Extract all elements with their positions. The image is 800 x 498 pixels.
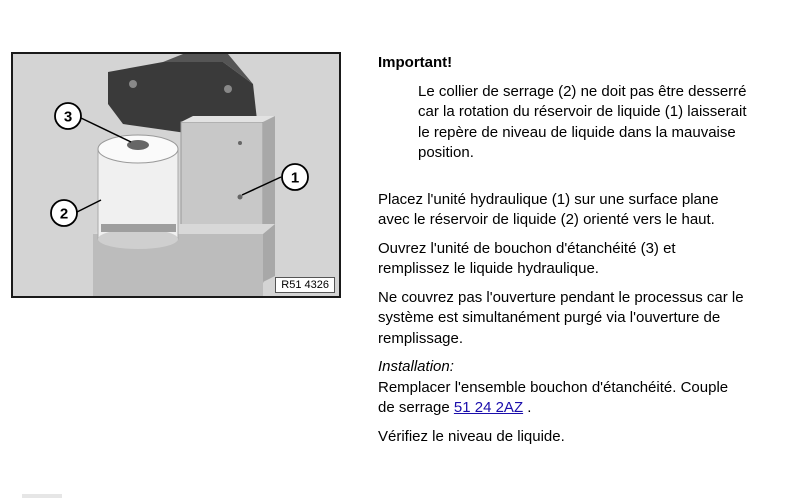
installation-line: Remplacer l'ensemble bouchon d'étanchéité. Couple [378, 378, 729, 396]
paragraph-line: Ne couvrez pas l'ouverture pendant le processus car le [378, 288, 744, 306]
callout-2-label: 2 [59, 205, 69, 223]
step-open-cap [378, 239, 788, 280]
installation-label: Installation: [378, 358, 454, 375]
callout-1-label: 1 [290, 169, 300, 187]
page-edge-marker [22, 494, 62, 498]
paragraph-line: remplissage. [378, 329, 464, 347]
important-line: le repère de niveau de liquide dans la mauvaise [418, 123, 736, 141]
torque-spec-link[interactable]: 51 24 2AZ [453, 399, 524, 416]
paragraph-line: système est simultanément purgé via l'ouverture de [378, 309, 721, 326]
important-heading: Important! [378, 54, 453, 71]
paragraph-line: Ouvrez l'unité de bouchon d'étanchéité (3) et [378, 239, 676, 257]
step-check-level: Vérifiez le niveau de liquide. [378, 427, 565, 445]
instructions-text [378, 53, 788, 455]
installation-suffix: . [523, 399, 532, 416]
paragraph-line: remplissez le liquide hydraulique. [378, 260, 599, 277]
important-line: Le collier de serrage (2) ne doit pas être desserré [418, 82, 747, 100]
step-place-unit [378, 190, 788, 231]
important-line: position. [418, 144, 474, 161]
installation-prefix: de serrage [378, 399, 454, 416]
step-bleed-note [378, 288, 788, 350]
hydraulic-unit-illustration [13, 54, 339, 296]
important-note [418, 82, 788, 164]
paragraph-line: Placez l'unité hydraulique (1) sur une surface plane [378, 190, 719, 208]
important-line: car la rotation du réservoir de liquide (1) laisserait [418, 103, 747, 120]
hydraulic-unit-figure [11, 52, 341, 298]
installation-section [378, 357, 788, 419]
figure-reference: R51 4326 [275, 277, 335, 293]
paragraph-line: avec le réservoir de liquide (2) orienté vers le haut. [378, 211, 715, 228]
callout-3-label: 3 [63, 108, 73, 126]
